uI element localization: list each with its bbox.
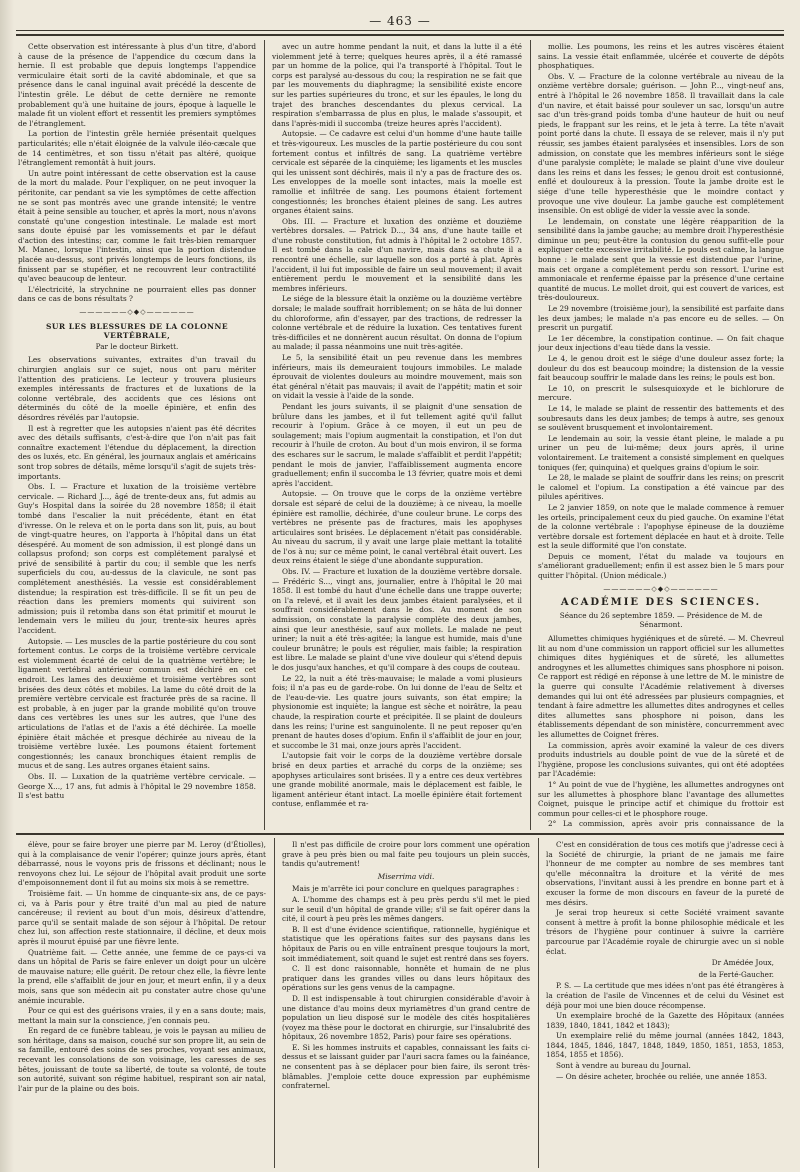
column-divider xyxy=(530,40,531,830)
column-divider xyxy=(274,838,275,1168)
paragraph: — On désire acheter, brochée ou reliée, une année 1853. xyxy=(556,1071,767,1081)
paragraph: mollie. Les poumons, les reins et les autres viscères étaient sains. La vessie était enflammée, ulcérée et couverte de dépôts phosphatiques. xyxy=(538,42,784,71)
paragraph: Pendant les jours suivants, il se plaignit d'une sensation de brûlure dans les jambes, et il fut tellement agité qu'il fallut recourir à l'opium. Grâce à ce moyen, il eut un peu de soulagement; mais l'opium augmentait la constipation, et l'on dut recourir à l'huile de croton. Au bout d'un mois environ, il se forma des eschares sur le sacrum, le malade s'affaiblit et perdit l'appétit; pendant le mois de janvier, l'affaiblissement augmenta encore graduellement; enfin il succomba le 13 février, quatre mois et demi après l'accident. xyxy=(272,401,522,488)
section-ornament: ——————◇◆◇—————— xyxy=(79,308,195,317)
session-line: Séance du 26 septembre 1859. — Présidence de M. de Sénarmont. xyxy=(559,610,763,630)
paragraph: Il est à regretter que les autopsies n'aient pas été décrites avec des détails suffisants, c'est-à-dire que l'on n'ait pas fait connaître exactement l'étendue du déplacement, la direction des os luxés, etc. En général, les journaux anglais et américains sont trop sobres de détails, même lorsqu'il s'agit de sujets très-importants. xyxy=(18,423,256,481)
paragraph: Le 10, on prescrit le sulsesquioxyde et le bichlorure de mercure. xyxy=(538,383,784,403)
paragraph: Autopsie. — Ce cadavre est celui d'un homme d'une haute taille et très-vigoureux. Les muscles de la partie postérieure du cou sont fortement contus et infiltrés de sang. La quatrième vertèbre cervicale est séparée de la cinquième; les ligaments et les muscles qui les unissent sont déchirés, mais il n'y a pas de fracture des os. Les enveloppes de la moelle sont intactes, mais la moelle est ramollie et infiltrée de sang. Les poumons étaient fortement congestionnés; les bronches étaient pleines de sang. Les autres organes étaient sains. xyxy=(272,129,522,216)
paragraph: Obs. IV. — Fracture et luxation de la douzième vertèbre dorsale. — Frédéric S..., vingt ans, journalier, entre à l'hôpital le 20 mai 1858. Il est tombé du haut d'une échelle dans une trappe ouverte; on l'a relevé, et il avait les deux jambes étaient paralysées, et il souffrait considérablement dans le dos. Au moment de son admission, on constate la paralysie complète des deux jambes, ainsi que leur anesthésie, sauf aux mollets. Le malade ne peut uriner; la nuit a été très-agitée; la langue est humide, mais d'une couleur brunâtre; le pouls est régulier, mais faible; la respiration est libre. Le malade se plaint d'une vive douleur qui s'étend depuis le dos jusqu'aux hanches, et qu'il compare à des coups de couteau. xyxy=(272,567,522,672)
paragraph: Autopsie. — Les muscles de la partie postérieure du cou sont fortement contus. Le corps de la troisième vertèbre cervicale est violemment écarté de celui de la quatrième vertèbre; le ligament vertébral antérieur commun est déchiré en cet endroit. Les lames des deuxième et troisième vertèbres sont brisées des deux côtés et mobiles. La lame du côté droit de la première vertèbre cervicale est fracturée près de sa racine. Il est probable, à en juger par la grande mobilité qu'on trouve dans ces vertèbres les unes sur les autres, que l'une des articulations de l'atlas et de l'axis a été déchirée. La moelle épinière était mâchée et presque déchirée au niveau de la troisième vertèbre luxée. Les poumons étaient fortement congestionnés; les canaux bronchiques étaient remplis de mucus et de sang. Les autres organes étaient sains. xyxy=(18,636,256,771)
paragraph: Il n'est pas difficile de croire pour lors comment une opération grave à peu près bien ou mal faite peu toujours un plein succès, tandis qu'autrement! xyxy=(282,840,530,869)
article-title: SUR LES BLESSURES DE LA COLONNE VERTÉBRALE, xyxy=(45,321,229,341)
bottom-column-right xyxy=(546,840,784,1166)
column-divider xyxy=(264,40,265,830)
column-middle xyxy=(272,42,522,828)
quote-line: Miserrima vidi. xyxy=(377,871,435,881)
paragraph: En regard de ce funèbre tableau, je vois le paysan au milieu de son héritage, dans sa maison, couché sur son propre lit, au sein de sa famille, entouré des soins de ses proches, voyant ses animaux, recevant les consolations de son voisinage, les caresses de ses bêtes, jouissant de toute sa liberté, de toute sa volonté, de toute son autorité, suivant son régime habituel, respirant son air natal, l'air pur de la plaine ou des bois. xyxy=(18,1026,266,1093)
paragraph: Le 22, la nuit a été très-mauvaise; le malade a vomi plusieurs fois; il n'a pas eu de garde-robe. On lui donne de l'eau de Seltz et de l'eau-de-vie. Les quatre jours suivants, son état empire; la physionomie est inquiète; la langue est sèche et noirâtre, la peau chaude, la respiration courte et précipitée. Il se plaint de douleurs dans les reins; l'urine est sanguinolente. Il ne peut reposer qu'en prenant de hautes doses d'opium. Enfin il s'affaiblit de jour en jour, et succombe le 31 mai, onze jours après l'accident. xyxy=(272,673,522,750)
paragraph: 2° La commission, après avoir pris connaissance de la xyxy=(548,819,784,828)
paragraph: Obs. III. — Fracture et luxation des onzième et douzième vertèbres dorsales. — Patrick D..., 34 ans, d'une haute taille et d'une robuste constitution, fut admis à l'hôpital le 2 octobre 1857. Il est tombé dans la cale d'un navire, mais dans sa chute il a rencontré une échelle, sur laquelle son dos a porté à plat. Après l'accident, il lui fut impossible de faire un seul mouvement; il avait entièrement perdu le mouvement et la sensibilité dans les membres inférieurs. xyxy=(272,216,522,293)
paragraph: Le lendemain au soir, la vessie étant pleine, le malade a pu uriner un peu de lui-même; deux jours après, il urine volontairement. Le traitement a consisté simplement en quelques toniques (fer, quinquina) et quelques grains d'opium le soir. xyxy=(538,433,784,472)
paragraph: Le 1er décembre, la constipation continue. — On fait chaque jour deux injections d'eau tiède dans la vessie. xyxy=(538,333,784,353)
paragraph: Troisième fait. — Un homme de cinquante-six ans, de ce pays-ci, va à Paris pour y être traité d'un mal au pied de nature cancéreuse; il revient au bout d'un mois, désireux d'attendre, parce qu'il se sentait malade de son séjour à l'hôpital. De retour chez lui, son affection reste stationnaire, il décline, et deux mois après il mourut épuisé par une fièvre lente. xyxy=(18,888,266,946)
paragraph: La commission, après avoir examiné la valeur de ces divers produits industriels au double point de vue de la sûreté et de l'hygiène, propose les conclusions suivantes, qui ont été adoptées par l'Académie: xyxy=(538,740,784,779)
paragraph: Pour ce qui est des guérisons vraies, il y en a sans doute; mais, mettant la main sur la conscience, j'en connais peu. xyxy=(18,1006,266,1025)
paragraph: Un exemplaire relié du même journal (années 1842, 1843, 1844, 1845, 1846, 1847, 1848, 1849, 1850, 1851, 1853, 1853, 1854, 1855 et 1856). xyxy=(546,1031,784,1060)
paragraph: Le 4, le genou droit est le siége d'une douleur assez forte; la douleur du dos est beaucoup moindre; la distension de la vessie fait beaucoup souffrir le malade dans les reins; le pouls est bon. xyxy=(538,354,784,383)
paragraph: 1° Au point de vue de l'hygiène, les allumettes androgynes ont sur les allumettes à phosphore blanc l'avantage des allumettes Coignet, puisque le principe actif et chimique du frottoir est commun pour celles-ci et le phosphore rouge. xyxy=(538,779,784,818)
paragraph: La portion de l'intestin grêle herniée présentait quelques particularités; elle n'était éloignée de la valvule iléo-cæcale que de 14 centimètres, et son tissu n'était pas altéré, quoique l'étranglement remontât à huit jours. xyxy=(18,129,256,168)
paragraph: avec un autre homme pendant la nuit, et dans la lutte il a été violemment jeté à terre; quelques heures après, il a été ramassé par un homme de la police, qui l'a transporté à l'hôpital. Tout le corps est paralysé au-dessous du cou; la respiration ne se fait que par les mouvements du diaphragme; la sensibilité existe encore sur les parties supérieures du tronc, et sur les épaules, le long du trajet des branches descendantes du plexus cervical. La respiration s'embarrassa de plus en plus, le malade s'assoupit, et dans l'après-midi il succomba (treize heures après l'accident). xyxy=(272,42,522,128)
column-left xyxy=(18,42,256,828)
paragraph: Depuis ce moment, l'état du malade va toujours en s'améliorant graduellement; enfin il est assez bien le 5 mars pour quitter l'hôpital. (Union médicale.) xyxy=(538,551,784,581)
signature-place: de la Ferté-Gaucher. xyxy=(698,969,774,979)
paragraph: Allumettes chimiques hygiéniques et de sûreté. — M. Chevreul lit au nom d'une commission un rapport officiel sur les allumettes chimiques dites hygiéniques et de sûreté, les allumettes androgynes et les allumettes chimiques sans phosphore ni poison. Ce rapport est rédigé en réponse à une lettre de M. le ministre de la guerre qui consulte l'Académie relativement à diverses demandes qui lui ont été adressées par plusieurs compagnies, et tendant à faire admettre les allumettes dites androgynes et celles dites allumettes sans phosphore ni poison, dans les établissements dépendant de son ministère, concurremment avec les allumettes de Coignet frères. xyxy=(538,634,784,739)
paragraph: C'est en considération de tous ces motifs que j'adresse ceci à la Société de chirurgie, la priant de ne jamais me faire l'honneur de me compter au nombre de ses membres tant qu'elle méconnaîtra la droiture et la vérité de mes observations, l'invitant aussi à les prendre en bonne part et à excuser la forme de mon discours en faveur de la pureté de mes désirs. xyxy=(546,840,784,907)
paragraph: Le 14, le malade se plaint de ressentir des battements et des soubresauts dans les deux jambes; de temps à autre, ses genoux se soulèvent brusquement et involontairement. xyxy=(538,403,784,433)
paragraph: Le lendemain, on constate une légère réapparition de la sensibilité dans la jambe gauche; au membre droit l'hyperesthésie diminue un peu; peut-être la contusion du genou suffit-elle pour expliquer cette excessive irritabilité. Le pouls est calme, la langue bonne : le malade sent que la vessie est distendue par l'urine, mais cet organe a complétement perdu son ressort. L'urine est ammoniacale et renferme épaisse par la présence d'une certaine quantité de mucus. Le mollet droit, qui est couvert de varices, est très-douloureux. xyxy=(538,216,784,303)
paragraph: Le 5, la sensibilité était un peu revenue dans les membres inférieurs, mais ils demeuraient toujours immobiles. Le malade éprouvait de violentes douleurs au moindre mouvement, mais son état général n'était pas mauvais; il avait de l'appétit; matin et soir on vidait la vessie à l'aide de la sonde. xyxy=(272,353,522,401)
paragraph: B. Il est d'une évidence scientifique, rationnelle, hygiénique et statistique que les opérations faites sur des paysans dans les hôpitaux de Paris ou en ville entraînent presque toujours la mort, soit immédiatement, soit quand le sujet est rentré dans ses foyers. xyxy=(282,924,530,963)
paragraph: Un exemplaire broché de la Gazette des Hôpitaux (années 1839, 1840, 1841, 1842 et 1843); xyxy=(546,1011,784,1030)
paragraph: Mais je m'arrête ici pour conclure en quelques paragraphes : xyxy=(292,884,520,894)
paragraph: Obs. V. — Fracture de la colonne vertébrale au niveau de la onzième vertèbre dorsale; guérison. — John P..., vingt-neuf ans, entré à l'hôpital le 26 novembre 1858. Il travaillait dans la cale d'un navire, et était baissé pour soulever un sac, lorsqu'un autre sac d'un très-grand poids tomba d'une hauteur de huit ou neuf pieds, le frappant sur les reins, et le jeta à terre. La tête n'avait point porté dans la chute. Il essaya de se relever, mais il n'y put réussir, ses jambes étaient paralysées et insensibles. Lors de son admission, on constate que les membres inférieurs sont le siége d'une paralysie complète; le malade se plaint d'une vive douleur dans les reins et dans les fesses; le genou droit est contusionné, enflé et douloureux à la pression. Toute la jambe droite est le siége d'une telle hyperesthésie que le moindre contact y provoque une vive douleur. La jambe gauche est complétement insensible. On est obligé de vider la vessie avec la sonde. xyxy=(538,71,784,216)
paragraph: Sont à vendre au bureau du Journal. xyxy=(556,1061,691,1071)
paragraph: Les observations suivantes, extraites d'un travail du chirurgien anglais sur ce sujet, nous ont paru mériter l'attention des praticiens. Le lecteur y trouvera plusieurs exemples intéressants de fractures et de luxations de la colonne vertébrale, des accidents que ces lésions ont déterminés du côté de la moelle épinière, et enfin des désordres révélés par l'autopsie. xyxy=(18,355,256,422)
header-rule-thick xyxy=(16,34,784,36)
paragraph: L'autopsie fait voir le corps de la douzième vertèbre dorsale brisé en deux parties et arraché du corps de la onzième; ses apophyses articulaires sont brisées. Il y a entre ces deux vertèbres une grande mobilité anormale, mais le déplacement est faible, le ligament antérieur étant intact. La moelle épinière était fortement contuse, enflammée et ra- xyxy=(272,751,522,809)
paragraph: Autopsie. — On trouve que le corps de la onzième vertèbre dorsale est séparé de celui de la douzième; à ce niveau, la moelle épinière est ramollie, déchirée, d'une couleur brune. Le corps des vertèbres ne présente pas de fractures, mais les apophyses articulaires sont brisées. Le déplacement n'était pas considérable. Au niveau du sacrum, il y avait une large plaie mettant la totalité de l'os à nu; sur ce même point, le canal vertébral était ouvert. Les deux reins étaient le siége d'une abondante suppuration. xyxy=(272,489,522,566)
header-rule xyxy=(16,30,784,31)
section-ornament: ——————◇◆◇—————— xyxy=(603,584,719,593)
paragraph: Obs. II. — Luxation de la quatrième vertèbre cervicale. — George X..., 17 ans, fut admis à l'hôpital le 29 novembre 1858. Il s'est battu xyxy=(18,771,256,801)
paragraph: Je serai trop heureux si cette Société vraiment savante consent à mettre à profit la bonne philosophie médicale et les trésors de l'hygiène pour continuer à suivre la carrière parcourue par l'Académie royale de chirurgie avec un si noble éclat. xyxy=(546,908,784,956)
article-author: Par le docteur Birkett. xyxy=(95,341,179,351)
paragraph: E. Si les hommes instruits et capables, connaissant les faits ci-dessus et se laissant guider par l'auri sacra fames ou la fainéance, ne consentent pas à se déplacer pour bien faire, ils seront très-blâmables. J'emploie cette douce expression par euphémisme confraternel. xyxy=(282,1042,530,1091)
column-right xyxy=(538,42,784,828)
paragraph: A. L'homme des champs est à peu près perdu s'il met le pied sur le seuil d'un hôpital de grande ville; s'il se fait opérer dans la cité, il court à peu près les mêmes dangers. xyxy=(282,894,530,924)
page-binding-shadow xyxy=(0,0,14,1172)
paragraph: Le 2 janvier 1859, on note que le malade commence à remuer les orteils, principalement ceux du pied gauche. On examine l'état de la colonne vertébrale : l'apophyse épineuse de la douzième vertèbre dorsale est fortement déplacée en haut et à droite. Telle est la seule difformité que l'on constate. xyxy=(538,502,784,551)
column-divider xyxy=(538,838,539,1168)
section-cut-rule xyxy=(16,833,784,835)
paragraph: D. Il est indispensable à tout chirurgien considérable d'avoir à une distance d'au moins deux myriamètres d'un grand centre de population un lieu disposé sur le modèle des cités hospitalières (voyez ma thèse pour le doctorat en chirurgie, sur l'insalubrité des hôpitaux, 26 novembre 1852, Paris) pour faire ses opérations. xyxy=(282,993,530,1042)
page-number: — 463 — xyxy=(369,14,431,28)
section-title: ACADÉMIE DES SCIENCES. xyxy=(560,597,762,609)
paragraph: Un autre point intéressant de cette observation est la cause de la mort du malade. Pour l'expliquer, on ne peut invoquer la péritonite, car pendant sa vie les symptômes de cette affection ne se sont pas montrés avec une grande intensité; le ventre était à peine sensible au toucher, et après la mort, nous n'avons constaté qu'une congestion intestinale. Le malade est mort sans doute épuisé par les vomissements et par le défaut d'action des intestins; car, comme le fait très-bien remarquer M. Manec, lorsque l'intestin, ainsi que la portion distendue placée au-dessus, sont privés longtemps de leurs fonctions, ils finissent par se stupéfier, et ne recouvrent leur contractilité qu'avec beaucoup de lenteur. xyxy=(18,168,256,284)
paragraph: L'électricité, la strychnine ne pourraient elles pas donner dans ce cas de bons résultats ? xyxy=(18,284,256,304)
paragraph: élève, pour se faire broyer une pierre par M. Leroy (d'Étiolles), qui à la complaisance de venir l'opérer; quinze jours après, étant débarrassé, nous le voyons pris de frissons et déclinant; nous le renvoyons chez lui. Le séjour de l'hôpital avait produit une sorte d'empoisonnement dont il fut au moins six mois à se remettre. xyxy=(18,840,266,888)
paragraph: Quatrième fait. — Cette année, une femme de ce pays-ci va dans un hôpital de Paris se faire enlever un doigt pour un ulcère de mauvaise nature; elle guérit. De retour chez elle, la fièvre lente la prend, elle s'affaiblit de jour en jour, et meurt enfin, il y a deux mois, sans que son médecin ait pu constater autre chose qu'une anémie incurable. xyxy=(18,947,266,1005)
paragraph: Cette observation est intéressante à plus d'un titre, d'abord à cause de la présence de l'appendice du cœcum dans la hernie. Il est probable que depuis longtemps l'appendice vermiculaire était sorti de la cavité abdominale, et que sa présence dans le canal inguinal avait précédé la descente de l'intestin grêle. Le début de cette dernière ne remonte probablement qu'à une huitaine de jours, époque à laquelle le malade fit un violent effort et ressentit les premiers symptômes de l'étranglement. xyxy=(18,42,256,128)
bottom-column-middle xyxy=(282,840,530,1166)
paragraph: Obs. I. — Fracture et luxation de la troisième vertèbre cervicale. — Richard J..., âgé de trente-deux ans, fut admis au Guy's Hospital dans la soirée du 28 novembre 1858; il était tombé dans l'escalier la nuit précédente, étant en état d'ivresse. On le releva et on le porta dans son lit, puis, au bout de vingt-quatre heures, on l'apporta à l'hôpital dans un état désespéré. Au moment de son admission, il est plongé dans un collapsus profond; son corps est complétement paralysé et privé de sensibilité à partir du cou; il semble que les nerfs superficiels du cou, au-dessus de la clavicule, ne sont pas complétement anesthésiés. La vessie est considérablement distendue; la respiration est très-difficile. Il se fit un peu de réaction dans les premiers moments qui suivirent son admission; puis il retomba dans son état primitif et mourut le lendemain vers le milieu du jour, trente-six heures après l'accident. xyxy=(18,482,256,636)
paragraph: Le siége de la blessure était la onzième ou la douzième vertèbre dorsale; le malade souffrait horriblement; on se hâta de lui donner du chloroforme, afin d'essayer, par des tractions, de redresser la colonne vertébrale et de réduire la luxation. Ces tentatives furent très-difficiles et ne donnèrent aucun résultat. On donna de l'opium au malade; il passa néanmoins une nuit très-agitée. xyxy=(272,294,522,352)
signature-name: Dr Amédée Joux, xyxy=(711,958,774,968)
paragraph: Le 29 novembre (troisième jour), la sensibilité est parfaite dans les deux jambes; le malade n'a pas encore eu de selles. — On prescrit un purgatif. xyxy=(538,304,784,333)
paragraph: C. Il est donc raisonnable, honnête et humain de ne plus pratiquer dans les grandes villes ou dans leurs hôpitaux des opérations sur les gens venus de la campagne. xyxy=(282,964,530,993)
paragraph: P. S. — La certitude que mes idées n'ont pas été étrangères à la création de l'asile de Vincennes et de celui du Vésinet est déjà pour moi une bien douce récompense. xyxy=(546,981,784,1010)
bottom-column-left xyxy=(18,840,266,1166)
paragraph: Le 28, le malade se plaint de souffrir dans les reins; on prescrit le calomel et l'opium. La constipation a été vaincue par des pilules apéritives. xyxy=(538,473,784,502)
